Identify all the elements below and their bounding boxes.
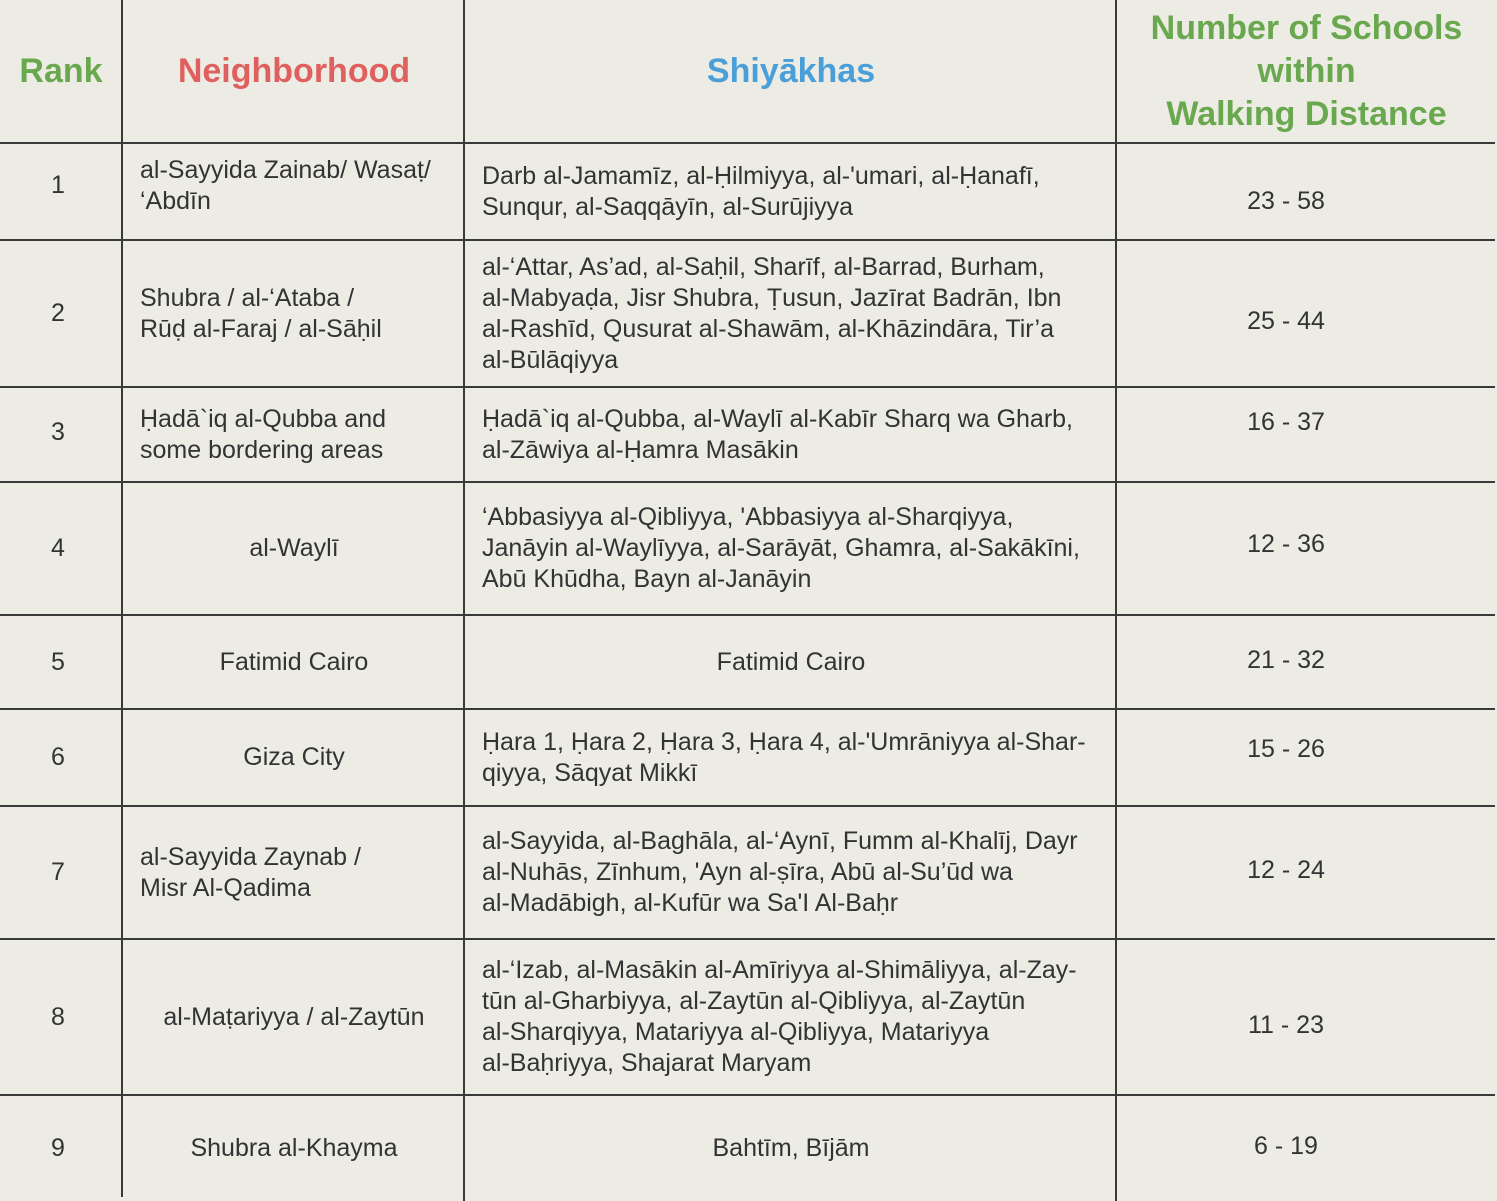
neighborhood-cell-line: ‘Abdīn [140,186,211,215]
header-shiyakhas-label: Shiyākhas [706,51,876,90]
neighborhood-cell-text [140,404,386,466]
neighborhood-cell-line: Fatimid Cairo [219,647,369,676]
shiyakhas-cell [466,1096,1116,1201]
rank-cell [0,807,116,938]
header-rank [0,0,122,142]
header-shiyakhas [466,0,1116,142]
rank-cell-text: 4 [51,534,65,562]
rank-cell-text: 2 [51,299,65,327]
shiyakhas-cell-text [482,252,1061,376]
schools-count-cell [1118,241,1454,386]
shiyakhas-cell [466,616,1116,708]
schools-count-cell [1118,144,1454,239]
rank-cell-text: 3 [51,418,65,446]
rank-cell [0,388,116,481]
shiyakhas-cell [466,807,1116,938]
shiyakhas-cell [466,483,1116,614]
neighborhood-cell [124,388,464,481]
shiyakhas-cell [466,940,1116,1094]
shiyakhas-cell-text [482,502,1080,595]
neighborhood-cell [124,1096,464,1201]
shiyakhas-cell-line: Darb al-Jamamīz, al-Ḥilmiyya, al-'umari, al-Ḥanafī, [482,161,1040,190]
neighborhood-cell-text [163,1002,424,1033]
shiyakhas-cell [466,710,1116,805]
rank-cell-text: 6 [51,743,65,771]
shiyakhas-cell-line: al-Sayyida, al-Baghāla, al-‘Aynī, Fumm al-Khalīj, Dayr [482,827,1078,855]
schools-count-cell [1118,616,1454,708]
neighborhood-cell [124,710,464,805]
schools-count-cell-text: 12 - 24 [1247,856,1325,884]
shiyakhas-cell-text [482,955,1077,1079]
rank-cell [0,616,116,708]
schools-count-cell [1118,940,1454,1094]
neighborhood-cell-line: Giza City [243,743,345,771]
shiyakhas-cell-line: qiyya, Sāqyat Mikkī [482,758,698,787]
shiyakhas-cell-line: al-Nuhās, Zīnhum, 'Ayn al-ṣīra, Abū al-Su’ūd wa [482,858,1013,886]
header-neighborhood-label: Neighborhood [177,51,411,90]
neighborhood-cell [124,616,464,708]
neighborhood-cell-text [220,647,369,678]
header-schools-line-2: within [1257,51,1356,90]
shiyakhas-cell-line: ‘Abbasiyya al-Qibliyya, 'Abbasiyya al-Sharqiyya, [482,503,1014,531]
neighborhood-cell-text [243,742,344,773]
neighborhood-cell-text [140,155,431,217]
shiyakhas-cell-text [482,826,1078,919]
neighborhood-cell-line: Shubra al-Khayma [190,1134,398,1162]
shiyakhas-cell-line: Sunqur, al-Saqqāyīn, al-Surūjiyya [482,192,854,221]
column-divider [121,0,123,1197]
schools-count-cell-text: 21 - 32 [1247,645,1325,674]
neighborhood-cell-text [190,1133,397,1164]
shiyakhas-cell-text [482,161,1040,223]
shiyakhas-cell [466,388,1116,481]
neighborhood-cell [124,144,464,239]
schools-count-cell-text: 16 - 37 [1247,408,1325,436]
shiyakhas-cell-line: tūn al-Gharbiyya, al-Zaytūn al-Qibliyya, al-Zaytūn [482,987,1026,1015]
rank-cell-text: 9 [51,1134,65,1162]
schools-count-cell-text: 15 - 26 [1247,735,1325,763]
neighborhood-cell-line: some bordering areas [140,435,384,464]
schools-count-cell-text: 25 - 44 [1247,307,1325,335]
rank-cell [0,483,116,614]
shiyakhas-cell-line: Bahtīm, Bījām [712,1134,870,1162]
neighborhood-cell-line: al-Sayyida Zaynab / [140,842,361,871]
shiyakhas-cell-line: al-Sharqiyya, Matariyya al-Qibliyya, Matariyya [482,1018,990,1046]
shiyakhas-cell-line: Ḥara 1, Ḥara 2, Ḥara 3, Ḥara 4, al-'Umrāniyya al-Shar- [482,727,1086,756]
neighborhood-cell [124,483,464,614]
neighborhood-cell [124,241,464,386]
schools-count-cell [1118,807,1454,938]
schools-count-cell [1118,388,1454,481]
shiyakhas-cell-text [482,404,1073,466]
schools-count-cell [1118,710,1454,805]
shiyakhas-cell-line: al-Baḥriyya, Shajarat Maryam [482,1049,812,1077]
neighborhood-cell [124,807,464,938]
shiyakhas-cell-line: Janāyin al-Waylīyya, al-Sarāyāt, Ghamra, al-Sakākīni, [482,534,1080,562]
neighborhood-cell-line: Shubra / al-‘Ataba / [140,283,355,312]
shiyakhas-cell-line: al-Būlāqiyya [482,345,619,374]
neighborhood-cell-line: Ḥadā`iq al-Qubba and [140,404,386,433]
header-schools-line-3: Walking Distance [1166,94,1447,133]
neighborhood-cell-line: al-Maṭariyya / al-Zaytūn [163,1002,425,1031]
schools-count-cell-text: 11 - 23 [1248,1010,1324,1039]
header-neighborhood [124,0,464,142]
neighborhood-cell-line: Misr Al-Qadima [140,873,311,902]
shiyakhas-cell-line: al-Madābigh, al-Kufūr wa Sa'I Al-Baḥr [482,889,899,917]
neighborhood-cell-line: al-Waylī [249,534,339,562]
schools-count-cell-text: 23 - 58 [1247,187,1325,215]
rank-cell-text: 8 [51,1002,65,1031]
shiyakhas-cell-line: Ḥadā`iq al-Qubba, al-Waylī al-Kabīr Sharq wa Gharb, [482,404,1074,433]
neighborhood-cell-text [140,842,361,904]
shiyakhas-cell-line: al-‘Attar, As’ad, al-Saḥil, Sharīf, al-Barrad, Burham, [482,252,1045,281]
shiyakhas-cell [466,241,1116,386]
neighborhood-cell [124,940,464,1094]
schools-count-cell-text: 6 - 19 [1254,1132,1318,1160]
shiyakhas-cell-text [713,1133,870,1164]
shiyakhas-cell-line: Fatimid Cairo [716,647,866,676]
rank-cell [0,940,116,1094]
neighborhood-cell-text [140,283,382,345]
rank-cell [0,144,116,239]
rank-cell-text: 5 [51,647,65,676]
shiyakhas-cell-text [717,647,866,678]
shiyakhas-cell-text [482,727,1086,789]
shiyakhas-cell-line: Abū Khūdha, Bayn al-Janāyin [482,565,812,593]
header-number-of-schools-label [1151,7,1463,136]
rank-cell [0,710,116,805]
neighborhood-cell-line: Rūḍ al-Faraj / al-Sāḥil [140,314,382,343]
header-rank-label: Rank [19,51,103,90]
shiyakhas-cell-line: al-Mabyaḍa, Jisr Shubra, Ṭusun, Jazīrat Badrān, Ibn [482,283,1062,312]
shiyakhas-cell-line: al-Zāwiya al-Ḥamra Masākin [482,435,799,464]
header-schools-line-1: Number of Schools [1150,8,1463,47]
shiyakhas-cell [466,144,1116,239]
header-number-of-schools [1118,0,1495,142]
schools-count-cell [1118,483,1454,614]
shiyakhas-cell-line: al-‘Izab, al-Masākin al-Amīriyya al-Shimāliyya, al-Zay- [482,956,1077,984]
neighborhood-cell-line: al-Sayyida Zainab/ Wasaṭ/ [140,155,431,184]
rank-cell-text: 7 [51,858,65,886]
neighborhood-cell-text [249,533,338,564]
shiyakhas-cell-line: al-Rashīd, Qusurat al-Shawām, al-Khāzindāra, Tir’a [482,314,1055,343]
rank-cell [0,1096,116,1201]
rank-cell-text: 1 [51,171,65,199]
schools-count-cell-text: 12 - 36 [1247,530,1325,558]
rank-cell [0,241,116,386]
schools-count-cell [1118,1096,1454,1201]
